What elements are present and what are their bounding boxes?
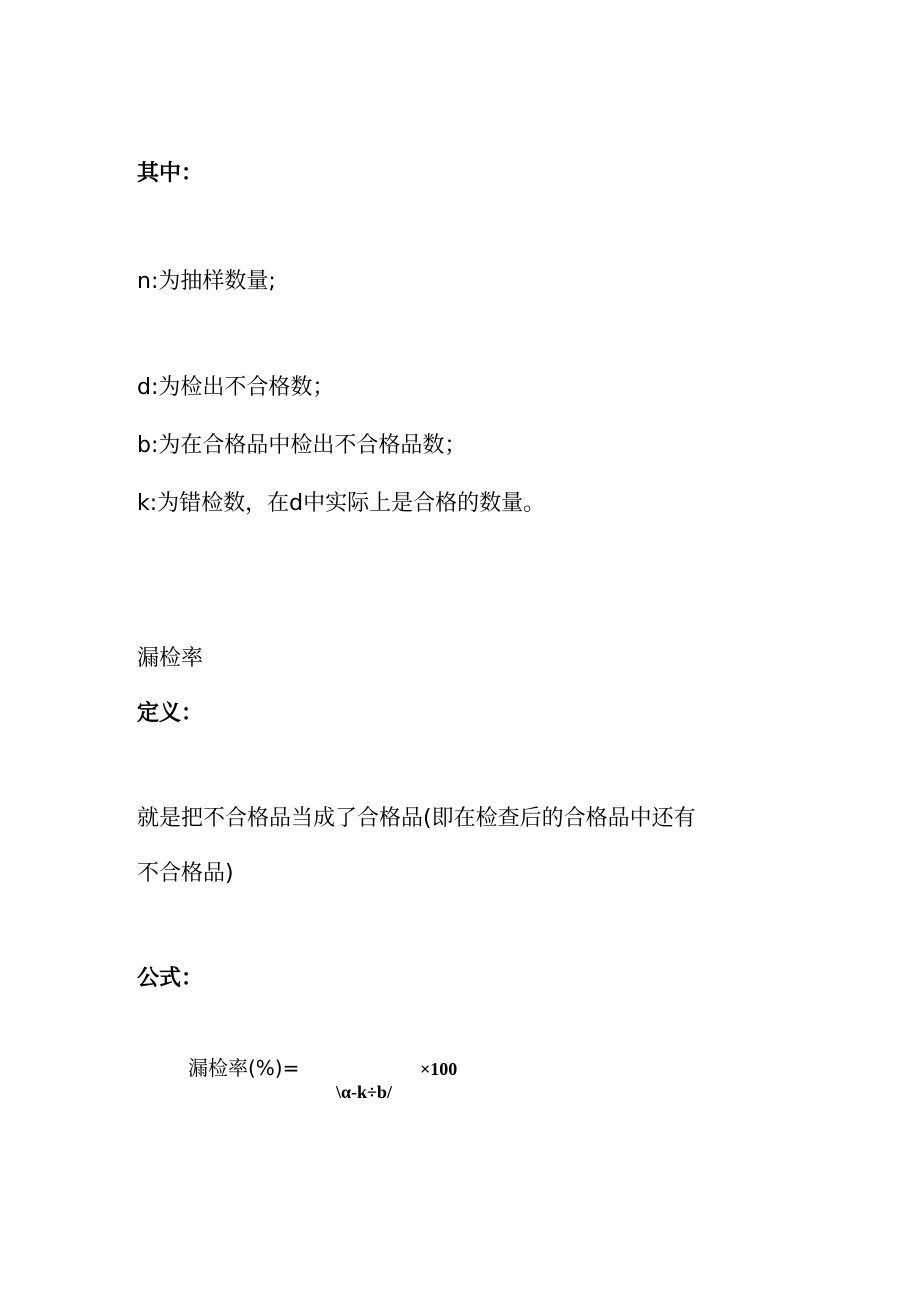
definition-text-line-1: 就是把不合格品当成了合格品(即在检查后的合格品中还有 bbox=[137, 806, 696, 831]
section-title-miss-rate: 漏检率 bbox=[137, 646, 204, 671]
formula-heading: 公式： bbox=[137, 966, 204, 991]
where-heading: 其中： bbox=[137, 161, 204, 186]
definition-k: k:为错检数，在d中实际上是合格的数量。 bbox=[137, 491, 546, 516]
definition-n: n:为抽样数量; bbox=[137, 269, 276, 294]
definition-text-line-2: 不合格品) bbox=[137, 861, 234, 886]
formula-label: 漏检率(%)= bbox=[188, 1056, 300, 1080]
definition-d: d:为检出不合格数； bbox=[137, 375, 335, 400]
formula-denominator: \α-k÷b/ bbox=[336, 1082, 392, 1102]
definition-heading: 定义： bbox=[137, 701, 204, 726]
formula-multiplier: ×100 bbox=[420, 1059, 458, 1079]
definition-b: b:为在合格品中检出不合格品数； bbox=[137, 433, 467, 458]
